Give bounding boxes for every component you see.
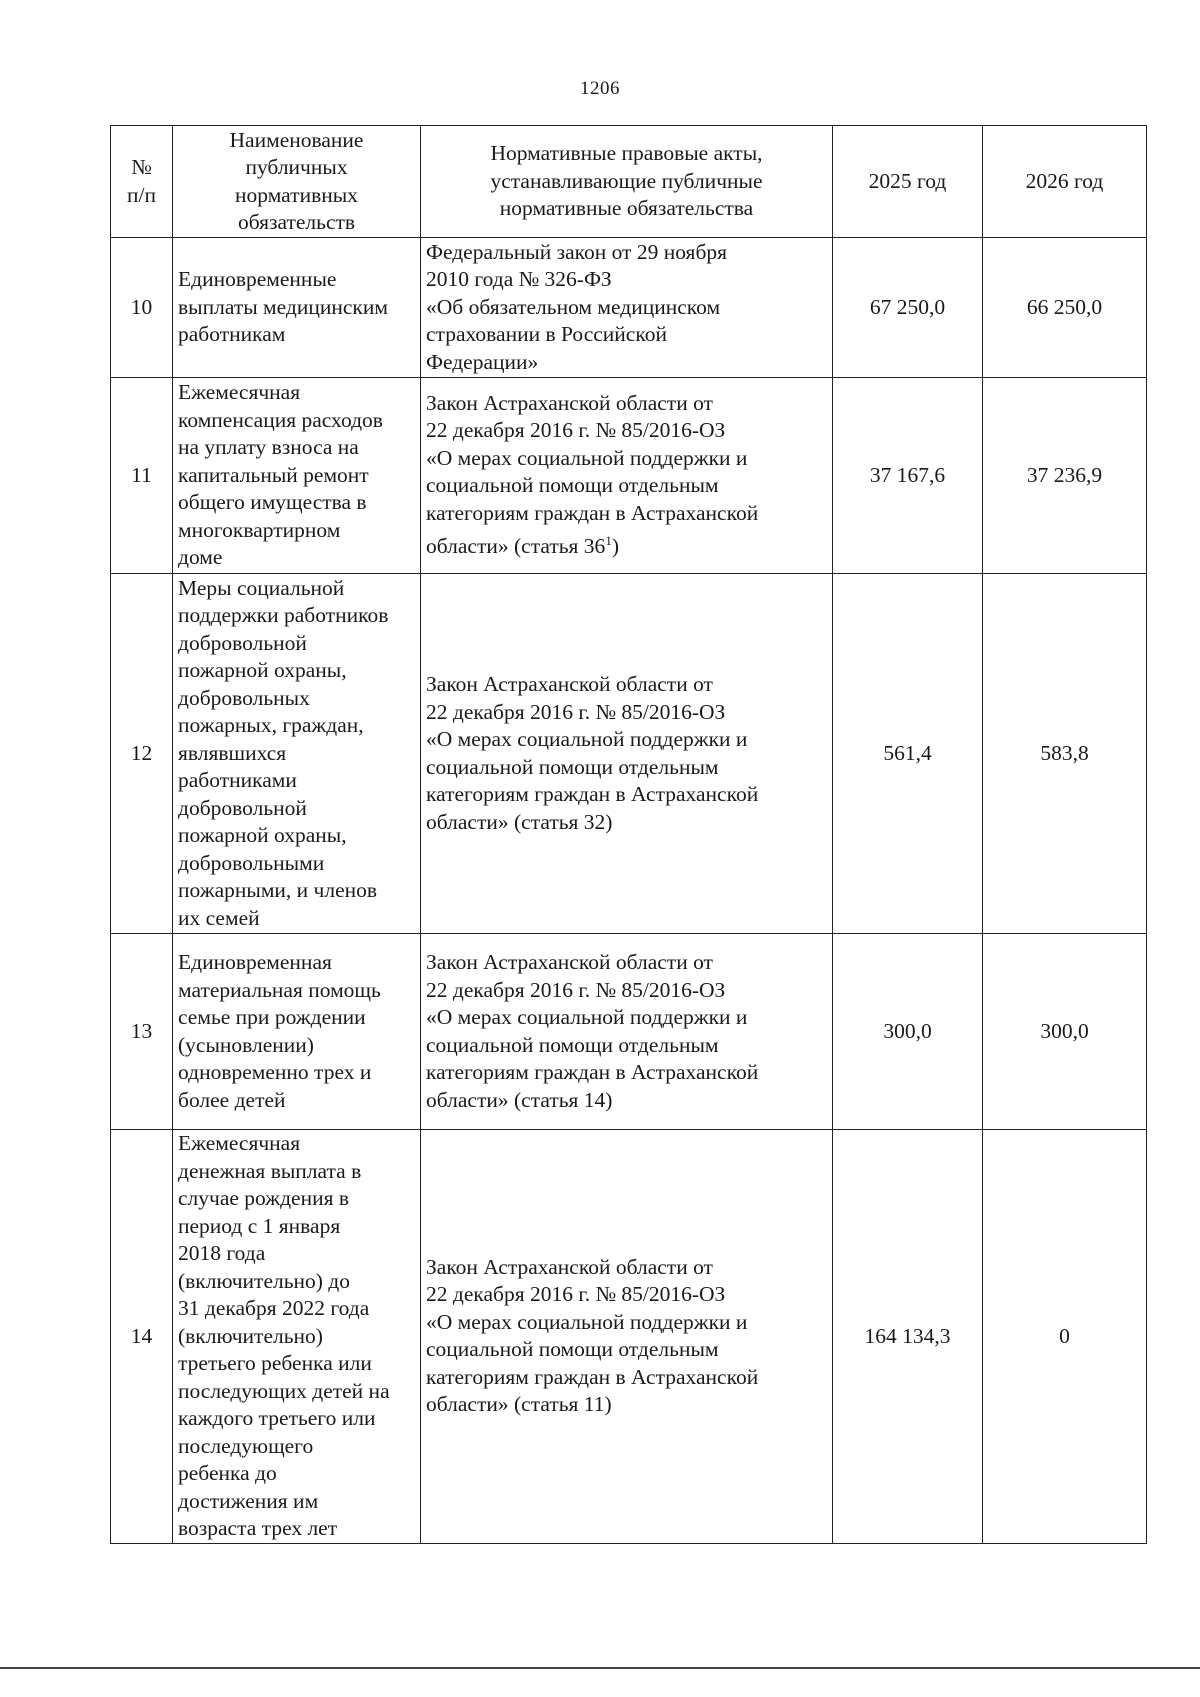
table-row [111,574,1147,934]
legal-acts: Закон Астраханской области от 22 декабря 2016 г. № 85/2016-ОЗ «О мерах социальной поддержки и социальной помощи отдельным категориям граждан в Астраханской области» (статья 11) [421,1130,833,1544]
legal-acts: Закон Астраханской области от 22 декабря 2016 г. № 85/2016-ОЗ «О мерах социальной поддержки и социальной помощи отдельным категориям граждан в Астраханской области» (статья 32) [421,574,833,934]
row-number: 13 [111,934,173,1130]
table-row [111,934,1147,1130]
legal-acts: Федеральный закон от 29 ноября 2010 года № 326-ФЗ «Об обязательном медицинском страховании в Российской Федерации» [421,238,833,378]
page-number: 1206 [580,78,620,99]
legal-acts: Закон Астраханской области от 22 декабря 2016 г. № 85/2016-ОЗ «О мерах социальной поддержки и социальной помощи отдельным категориям граждан в Астраханской области» (статья 14) [421,934,833,1130]
row-number: 12 [111,574,173,934]
table-row [111,1130,1147,1544]
header-obligation-name: Наименование публичных нормативных обязательств [173,126,421,238]
amount-2025: 37 167,6 [833,378,983,574]
row-number: 11 [111,378,173,574]
footer-rule [0,1667,1200,1669]
table-row [111,378,1147,574]
amount-2026: 37 236,9 [983,378,1147,574]
header-number: № п/п [111,126,173,238]
amount-2025: 300,0 [833,934,983,1130]
header-legal-acts: Нормативные правовые акты, устанавливающие публичные нормативные обязательства [421,126,833,238]
row-number: 10 [111,238,173,378]
legal-acts [421,378,833,574]
header-year-2026: 2026 год [983,126,1147,238]
amount-2026: 300,0 [983,934,1147,1130]
legal-acts-text: Закон Астраханской области от 22 декабря 2016 г. № 85/2016-ОЗ «О мерах социальной поддержки и социальной помощи отдельным категориям граждан в Астраханской области» (статья 36 [426,390,759,559]
amount-2025: 67 250,0 [833,238,983,378]
amount-2026: 66 250,0 [983,238,1147,378]
table-header-row [111,126,1147,238]
table-row [111,238,1147,378]
obligation-name: Единовременные выплаты медицинским работникам [173,238,421,378]
amount-2026: 0 [983,1130,1147,1544]
amount-2026: 583,8 [983,574,1147,934]
obligation-name: Ежемесячная денежная выплата в случае рождения в период с 1 января 2018 года (включительно) до 31 декабря 2022 года (включительно) третьего ребенка или последующих детей на каждого третьего или последующего ребенка до достижения им возраста трех лет [173,1130,421,1544]
amount-2025: 164 134,3 [833,1130,983,1544]
obligation-name: Меры социальной поддержки работников добровольной пожарной охраны, добровольных пожарных, граждан, являвшихся работниками добровольной пожарной охраны, добровольными пожарными, и членов их семей [173,574,421,934]
article-superscript: 1 [605,533,612,549]
obligation-name: Единовременная материальная помощь семье при рождении (усыновлении) одновременно трех и более детей [173,934,421,1130]
legal-acts-tail: ) [611,534,619,559]
row-number: 14 [111,1130,173,1544]
amount-2025: 561,4 [833,574,983,934]
header-year-2025: 2025 год [833,126,983,238]
obligation-name: Ежемесячная компенсация расходов на уплату взноса на капитальный ремонт общего имущества в многоквартирном доме [173,378,421,574]
obligations-table [110,125,1147,1544]
